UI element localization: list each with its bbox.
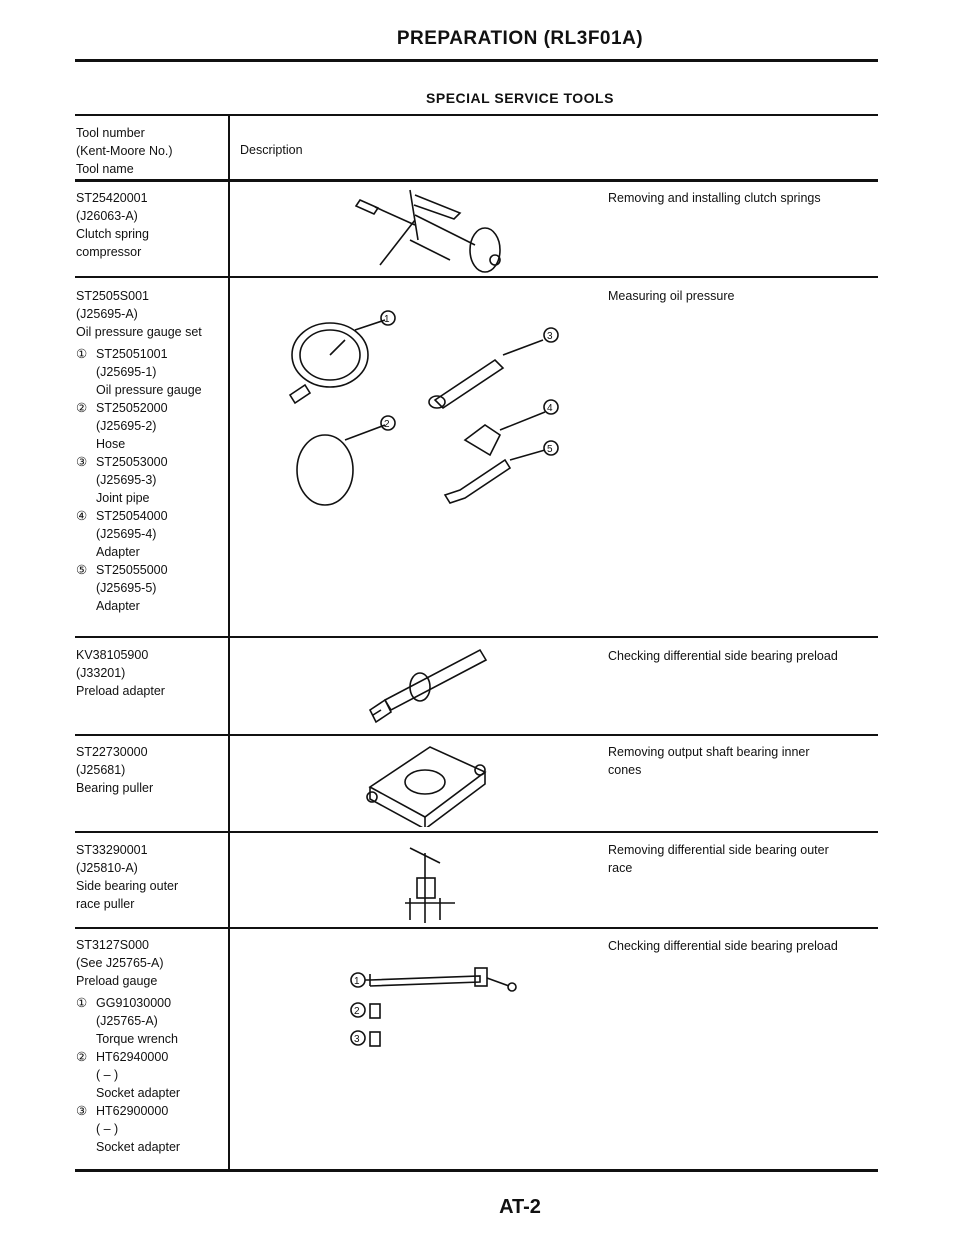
side-bearing-race-puller-illustration bbox=[395, 838, 465, 928]
part-name: Oil pressure gauge bbox=[96, 383, 202, 397]
tool-number: ST25420001 bbox=[76, 191, 148, 205]
tool-name: Side bearing outer bbox=[76, 879, 179, 893]
part-number-marker: ① bbox=[76, 996, 88, 1010]
svg-text:1: 1 bbox=[354, 976, 360, 987]
tool-number: ST2505S001 bbox=[76, 289, 149, 303]
part-tool-number: ST25055000 bbox=[96, 563, 168, 577]
part-kent-moore-number: (J25695-3) bbox=[96, 473, 157, 487]
description-line: cones bbox=[608, 763, 642, 777]
part-number-marker: ⑤ bbox=[76, 563, 88, 577]
page-number-text: AT-2 bbox=[499, 1196, 541, 1218]
part-number-marker: ③ bbox=[76, 455, 88, 469]
preload-adapter-illustration bbox=[365, 645, 495, 725]
part-kent-moore-number: (J25765-A) bbox=[96, 1014, 158, 1028]
kent-moore-number: (J25695-A) bbox=[76, 307, 138, 321]
page-title bbox=[0, 28, 960, 50]
part-tool-number: HT62940000 bbox=[96, 1050, 169, 1064]
tool-name: Oil pressure gauge set bbox=[76, 325, 202, 339]
part-number-marker: ① bbox=[76, 347, 88, 361]
part-name: Torque wrench bbox=[96, 1032, 178, 1046]
kent-moore-number: (J33201) bbox=[76, 666, 126, 680]
part-kent-moore-number: ( – ) bbox=[96, 1068, 119, 1082]
part-item bbox=[76, 1048, 226, 1066]
table-row-tool bbox=[76, 287, 226, 615]
column-header-tool bbox=[76, 124, 226, 178]
oil-pressure-gauge-set-illustration bbox=[285, 310, 585, 510]
divider bbox=[75, 59, 878, 62]
page-number bbox=[0, 1196, 960, 1219]
tool-name: Preload gauge bbox=[76, 974, 158, 988]
part-tool-number: GG91030000 bbox=[96, 996, 172, 1010]
svg-text:3: 3 bbox=[547, 331, 553, 342]
column-divider bbox=[228, 115, 230, 1170]
svg-text:5: 5 bbox=[547, 444, 553, 455]
part-name: Socket adapter bbox=[96, 1140, 181, 1154]
part-kent-moore-number: (J25695-2) bbox=[96, 419, 157, 433]
part-item bbox=[76, 994, 226, 1012]
part-name: Hose bbox=[96, 437, 126, 451]
part-number-marker: ② bbox=[76, 401, 88, 415]
table-row-tool bbox=[76, 936, 226, 1156]
tool-name: Bearing puller bbox=[76, 781, 154, 795]
divider bbox=[75, 927, 878, 929]
kent-moore-number: (J26063-A) bbox=[76, 209, 138, 223]
part-item bbox=[76, 453, 226, 471]
tool-name: compressor bbox=[76, 245, 142, 259]
description-line: Removing output shaft bearing inner bbox=[608, 745, 810, 759]
part-tool-number: ST25054000 bbox=[96, 509, 168, 523]
divider bbox=[75, 734, 878, 736]
part-tool-number: ST25052000 bbox=[96, 401, 168, 415]
tool-description bbox=[608, 841, 878, 877]
part-kent-moore-number: (J25695-4) bbox=[96, 527, 157, 541]
part-item bbox=[76, 507, 226, 525]
column-header-description: Description bbox=[240, 143, 303, 157]
tool-number: KV38105900 bbox=[76, 648, 149, 662]
table-row-tool bbox=[76, 743, 226, 797]
tool-number: ST33290001 bbox=[76, 843, 148, 857]
page-title-text: PREPARATION (RL3F01A) bbox=[396, 28, 644, 49]
kent-moore-number: (J25681) bbox=[76, 763, 126, 777]
preload-gauge-illustration bbox=[350, 960, 530, 1060]
tool-name: race puller bbox=[76, 897, 135, 911]
part-kent-moore-number: (J25695-5) bbox=[96, 581, 157, 595]
part-number-marker: ④ bbox=[76, 509, 88, 523]
part-tool-number: ST25051001 bbox=[96, 347, 168, 361]
clutch-spring-compressor-illustration bbox=[355, 185, 520, 275]
part-tool-number: HT62900000 bbox=[96, 1104, 169, 1118]
tool-description: Measuring oil pressure bbox=[608, 289, 735, 303]
svg-text:3: 3 bbox=[354, 1034, 360, 1045]
part-number-marker: ② bbox=[76, 1050, 88, 1064]
part-name: Adapter bbox=[96, 545, 140, 559]
table-row-tool bbox=[76, 841, 226, 913]
section-title-text: SPECIAL SERVICE TOOLS bbox=[426, 90, 614, 106]
divider bbox=[75, 276, 878, 278]
part-name: Socket adapter bbox=[96, 1086, 181, 1100]
tool-description bbox=[608, 743, 878, 779]
divider bbox=[75, 636, 878, 638]
bearing-puller-illustration bbox=[360, 742, 490, 827]
header-line: Tool name bbox=[76, 162, 134, 176]
header-line: (Kent-Moore No.) bbox=[76, 144, 173, 158]
tool-description: Checking differential side bearing preload bbox=[608, 649, 838, 663]
header-line: Tool number bbox=[76, 126, 145, 140]
divider bbox=[75, 1169, 878, 1172]
tool-number: ST3127S000 bbox=[76, 938, 149, 952]
divider bbox=[75, 114, 878, 116]
table-row-tool bbox=[76, 189, 226, 261]
part-number-marker: ③ bbox=[76, 1104, 88, 1118]
part-kent-moore-number: (J25695-1) bbox=[96, 365, 157, 379]
tool-number: ST22730000 bbox=[76, 745, 148, 759]
part-item bbox=[76, 345, 226, 363]
svg-text:4: 4 bbox=[547, 403, 553, 414]
part-name: Adapter bbox=[96, 599, 140, 613]
description-line: Removing differential side bearing outer bbox=[608, 843, 829, 857]
part-item bbox=[76, 1102, 226, 1120]
description-line: race bbox=[608, 861, 633, 875]
part-tool-number: ST25053000 bbox=[96, 455, 168, 469]
svg-text:2: 2 bbox=[354, 1006, 360, 1017]
tool-description: Checking differential side bearing preload bbox=[608, 939, 838, 953]
divider bbox=[75, 831, 878, 833]
tool-description: Removing and installing clutch springs bbox=[608, 191, 821, 205]
divider bbox=[75, 179, 878, 182]
part-item bbox=[76, 399, 226, 417]
tool-name: Preload adapter bbox=[76, 684, 165, 698]
svg-text:2: 2 bbox=[384, 419, 390, 430]
part-item bbox=[76, 561, 226, 579]
part-kent-moore-number: ( – ) bbox=[96, 1122, 119, 1136]
tool-name: Clutch spring bbox=[76, 227, 149, 241]
svg-text:1: 1 bbox=[384, 314, 390, 325]
table-row-tool bbox=[76, 646, 226, 700]
part-name: Joint pipe bbox=[96, 491, 150, 505]
section-title bbox=[0, 90, 960, 106]
kent-moore-number: (J25810-A) bbox=[76, 861, 138, 875]
kent-moore-number: (See J25765-A) bbox=[76, 956, 164, 970]
